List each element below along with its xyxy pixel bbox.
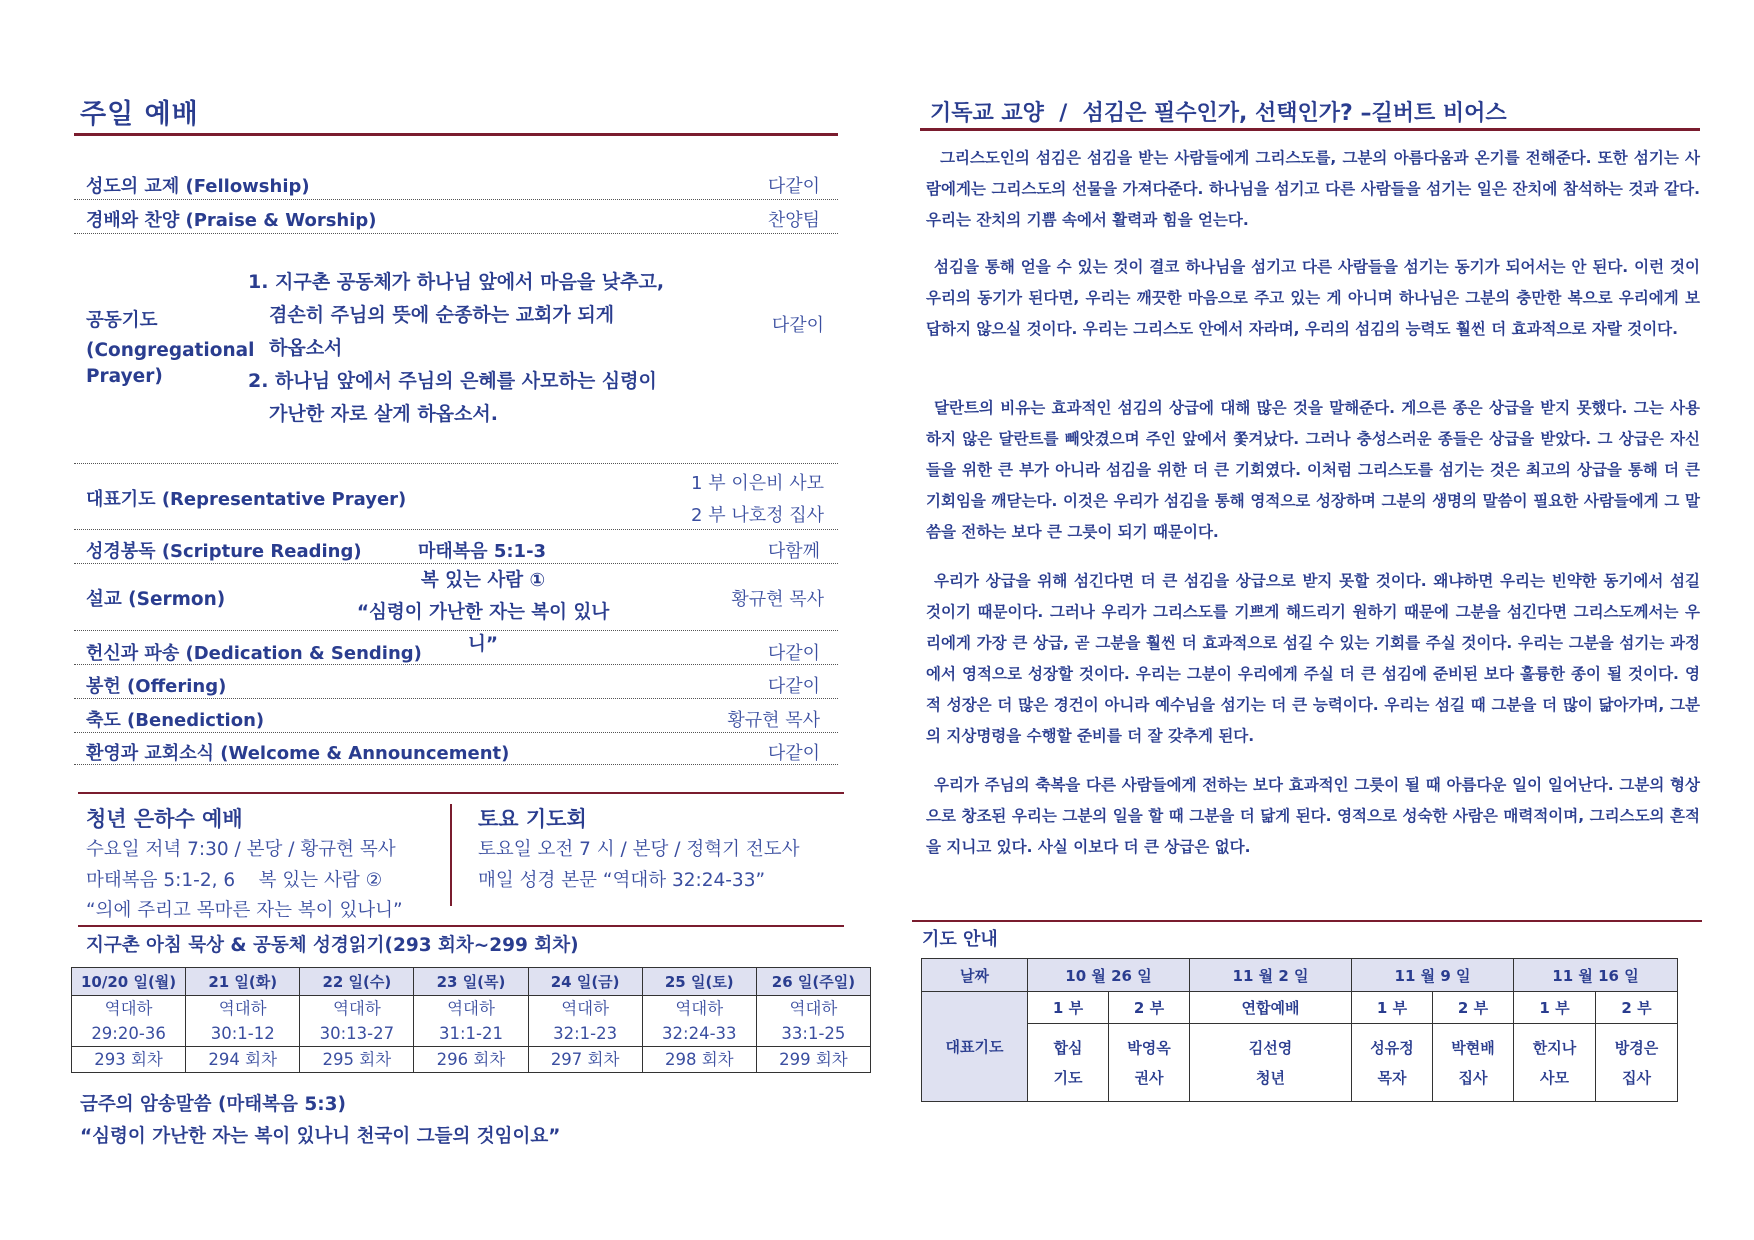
service-row-welcome	[86, 735, 826, 765]
table-cell: 2 부	[1109, 992, 1190, 1024]
table-cell: 298 회차	[642, 1047, 756, 1073]
service-label: 성경봉독 (Scripture Reading)	[86, 541, 362, 562]
table-cell: 역대하	[528, 996, 642, 1022]
table-cell: 역대하	[642, 996, 756, 1022]
prayer-line: 1. 지구촌 공동체가 하나님 앞에서 마음을 낮추고,	[248, 271, 665, 293]
table-cell: 32:1-23	[528, 1021, 642, 1047]
saturday-prayer-line: 토요일 오전 7 시 / 본당 / 정혁기 전도사	[478, 839, 800, 860]
prayer-line: 하옵소서	[269, 337, 343, 359]
cell-line: 청년	[1256, 1068, 1285, 1087]
prayer-leader: 다같이	[771, 315, 824, 336]
rep-prayer-leaders	[691, 468, 824, 532]
paragraph-text: 섬김을 통해 얻을 수 있는 것이 결코 하나님을 섬기고 다른 사람들을 섬기는 동기가 되어서는 안 된다. 이런 것이 우리의 동기가 된다면, 우리는 깨끗한 마음으로 주고 있는 게 아니며 하나님은 그분의 충만한 복으로 우리에게 보답하지 않으실 것이다. 우리는 그리스도 안에서 자라며, 우리의 섬김의 능력도 훨씬 더 효과적으로 자랄 것이다.	[926, 258, 1700, 338]
table-cell: 역대하	[72, 996, 186, 1022]
table-cell: 30:1-12	[186, 1021, 300, 1047]
table-cell	[1028, 1024, 1109, 1102]
reading-schedule-table	[71, 967, 871, 1073]
row-divider	[74, 764, 838, 765]
congregational-prayer-label	[86, 308, 254, 390]
table-row	[72, 1047, 871, 1073]
prayer-guide-title: 기도 안내	[922, 929, 998, 950]
table-header-row	[72, 968, 871, 996]
reading-schedule-title: 지구촌 아침 묵상 & 공동체 성경읽기(293 회차~299 회차)	[86, 935, 579, 956]
table-cell: 역대하	[186, 996, 300, 1022]
service-leader: 다같이	[767, 743, 820, 764]
prayer-label-ko: 공동기도	[86, 310, 158, 331]
table-cell: 역대하	[756, 996, 870, 1022]
youth-worship-line: 마태복음 5:1-2, 6 복 있는 사람 ②	[86, 870, 383, 891]
table-cell: 31:1-21	[414, 1021, 528, 1047]
table-cell	[1190, 1024, 1352, 1102]
prayer-guide-table	[921, 958, 1678, 1102]
page-title: 주일 예배	[80, 99, 199, 130]
table-header-cell: 11 월 2 일	[1190, 959, 1352, 992]
service-row-fellowship	[86, 168, 826, 198]
table-cell: 33:1-25	[756, 1021, 870, 1047]
memory-verse-text: “심령이 가난한 자는 복이 있나니 천국이 그들의 것임이요”	[80, 1126, 561, 1147]
service-row-scripture	[86, 533, 826, 563]
table-cell: 30:13-27	[300, 1021, 414, 1047]
table-cell: 역대하	[414, 996, 528, 1022]
table-cell: 29:20-36	[72, 1021, 186, 1047]
table-cell: 2 부	[1596, 992, 1678, 1024]
row-divider	[74, 529, 838, 530]
table-cell: 293 회차	[72, 1047, 186, 1073]
cell-line: 집사	[1622, 1068, 1651, 1087]
prayer-line: 가난한 자로 살게 하옵소서.	[269, 403, 498, 425]
paragraph-text: 달란트의 비유는 효과적인 섬김의 상급에 대해 많은 것을 말해준다. 게으른 종은 상급을 받지 못했다. 그는 사용하지 않은 달란트를 빼앗겼으며 주인 앞에서 쫓겨났다. 그러나 충성스러운 종들은 상급을 받았다. 그 상급은 자신들을 위한 큰 부가 아니라 섬김을 위한 더 큰 기회였다. 이처럼 그리스도를 섬기는 것은 최고의 상급을 통해 더 큰 기회임을 깨닫는다. 이것은 우리가 섬김을 통해 영적으로 성장하며 그분의 생명의 말씀이 필요한 사람들에게 그 말씀을 전하는 보다 큰 그릇이 되기 때문이다.	[926, 399, 1700, 541]
article-paragraph	[926, 143, 1700, 236]
table-row-label: 대표기도	[922, 992, 1028, 1102]
service-label: 성도의 교제 (Fellowship)	[86, 176, 310, 197]
row-divider	[74, 732, 838, 733]
article-paragraph	[926, 770, 1700, 863]
paragraph-text: 우리가 주님의 축복을 다른 사람들에게 전하는 보다 효과적인 그릇이 될 때 아름다운 일이 일어난다. 그분의 형상으로 창조된 우리는 그분의 일을 할 때 그분을 더 닮게 된다. 영적으로 성숙한 사람은 매력적이며, 그리스도의 흔적을 지니고 있다. 사실 이보다 더 큰 상급은 없다.	[926, 776, 1700, 856]
service-leader: 다같이	[767, 176, 820, 197]
row-divider	[74, 233, 838, 234]
table-cell	[1596, 1024, 1678, 1102]
table-header-cell: 11 월 16 일	[1514, 959, 1678, 992]
saturday-prayer-line: 매일 성경 본문 “역대하 32:24-33”	[478, 870, 766, 891]
service-leader: 다같이	[767, 643, 820, 664]
table-cell: 299 회차	[756, 1047, 870, 1073]
table-cell: 2 부	[1433, 992, 1514, 1024]
youth-worship-title: 청년 은하수 예배	[86, 807, 243, 831]
table-cell	[1109, 1024, 1190, 1102]
service-row-dedication	[86, 635, 826, 665]
cell-line: 박현배	[1451, 1038, 1495, 1057]
prayer-line: 2. 하나님 앞에서 주님의 은혜를 사모하는 심령이	[248, 370, 657, 392]
cell-line: 방경은	[1614, 1038, 1659, 1057]
youth-worship-line: “의에 주리고 목마른 자는 복이 있나니”	[86, 900, 403, 921]
cell-line: 목자	[1377, 1068, 1407, 1087]
table-header-cell: 10 월 26 일	[1028, 959, 1190, 992]
cell-line: 한지나	[1532, 1038, 1577, 1057]
table-cell: 1 부	[1028, 992, 1109, 1024]
row-divider	[74, 698, 838, 699]
title-divider	[920, 128, 1700, 131]
table-header-cell: 11 월 9 일	[1352, 959, 1514, 992]
article-title: 기독교 교양 / 섬김은 필수인가, 선택인가? –길버트 비어스	[930, 101, 1507, 126]
table-cell: 32:24-33	[642, 1021, 756, 1047]
cell-line: 김선영	[1248, 1038, 1293, 1057]
cell-line: 성유정	[1370, 1038, 1414, 1057]
box-separator	[450, 804, 452, 906]
table-cell: 1 부	[1352, 992, 1433, 1024]
table-row	[72, 1021, 871, 1047]
table-cell	[1352, 1024, 1433, 1102]
sermon-preacher: 황규현 목사	[731, 589, 824, 610]
scripture-passage: 마태복음 5:1-3	[418, 541, 547, 562]
service-leader: 황규현 목사	[727, 710, 820, 731]
table-row	[922, 1024, 1678, 1102]
service-label: 환영과 교회소식 (Welcome & Announcement)	[86, 743, 510, 764]
table-header-row	[922, 959, 1678, 992]
table-header-cell: 22 일(수)	[300, 968, 414, 996]
table-cell: 295 회차	[300, 1047, 414, 1073]
table-header-cell: 25 일(토)	[642, 968, 756, 996]
table-cell: 1 부	[1514, 992, 1596, 1024]
service-row-praise	[86, 202, 826, 232]
section-divider	[78, 792, 844, 794]
table-cell	[1514, 1024, 1596, 1102]
sermon-title-line: “심령이 가난한 자는 복이 있나니”	[356, 602, 610, 655]
memory-verse-title: 금주의 암송말씀 (마태복음 5:3)	[80, 1094, 346, 1115]
table-row	[72, 996, 871, 1022]
article-paragraph	[926, 566, 1700, 752]
section-divider	[912, 920, 1702, 922]
article-paragraph	[926, 252, 1700, 345]
table-cell: 연합예배	[1190, 992, 1352, 1024]
service-leader: 다함께	[767, 541, 820, 562]
service-row-benediction	[86, 702, 826, 732]
table-cell: 297 회차	[528, 1047, 642, 1073]
cell-line: 기도	[1053, 1068, 1083, 1087]
article-paragraph	[926, 393, 1700, 548]
table-header-cell: 26 일(주일)	[756, 968, 870, 996]
table-header-cell: 24 일(금)	[528, 968, 642, 996]
row-divider	[74, 563, 838, 564]
service-leader: 찬양팀	[767, 210, 820, 231]
saturday-prayer-title: 토요 기도회	[478, 807, 587, 831]
prayer-line: 겸손히 주님의 뜻에 순종하는 교회가 되게	[269, 304, 615, 326]
cell-line: 박영옥	[1127, 1038, 1171, 1057]
prayer-label-en: Prayer)	[86, 366, 163, 387]
table-cell: 역대하	[300, 996, 414, 1022]
cell-line: 사모	[1540, 1068, 1569, 1087]
youth-worship-line: 수요일 저녁 7:30 / 본당 / 황규현 목사	[86, 839, 396, 860]
service-label: 헌신과 파송 (Dedication & Sending)	[86, 643, 422, 664]
rep-prayer-leader: 2 부 나호정 집사	[691, 505, 824, 526]
service-row-offering	[86, 668, 826, 698]
row-divider	[74, 199, 838, 200]
table-row	[922, 992, 1678, 1024]
rep-prayer-label: 대표기도 (Representative Prayer)	[86, 489, 407, 510]
table-cell: 294 회차	[186, 1047, 300, 1073]
row-divider	[74, 664, 838, 665]
cell-line: 권사	[1134, 1068, 1164, 1087]
table-header-cell: 21 일(화)	[186, 968, 300, 996]
cell-line: 집사	[1458, 1068, 1488, 1087]
paragraph-text: 그리스도인의 섬김은 섬김을 받는 사람들에게 그리스도를, 그분의 아름다움과 온기를 전해준다. 또한 섬기는 사람에게는 그리스도의 선물을 가져다준다. 하나님을 섬기고 다른 사람들을 섬기는 일은 잔치에 참석하는 것과 같다. 우리는 잔치의 기쁨 속에서 활력과 힘을 얻는다.	[926, 149, 1700, 229]
sermon-title-line: 복 있는 사람 ①	[420, 570, 546, 591]
service-leader: 다같이	[767, 676, 820, 697]
cell-line: 합심	[1053, 1038, 1083, 1057]
row-divider	[74, 630, 838, 631]
table-cell: 296 회차	[414, 1047, 528, 1073]
prayer-label-en: (Congregational	[86, 340, 255, 361]
rep-prayer-leader: 1 부 이은비 사모	[691, 473, 824, 494]
table-cell	[1433, 1024, 1514, 1102]
service-label: 축도 (Benediction)	[86, 710, 265, 731]
row-divider	[74, 463, 838, 464]
service-label: 경배와 찬양 (Praise & Worship)	[86, 210, 377, 231]
congregational-prayer-text	[248, 266, 664, 431]
sermon-label: 설교 (Sermon)	[86, 589, 226, 610]
title-divider	[74, 133, 838, 136]
service-label: 봉헌 (Offering)	[86, 676, 227, 697]
paragraph-text: 우리가 상급을 위해 섬긴다면 더 큰 섬김을 상급으로 받지 못할 것이다. 왜냐하면 우리는 빈약한 동기에서 섬길 것이기 때문이다. 그러나 우리가 그리스도를 기쁘게 해드리기 원하기 때문에 그분을 섬긴다면 그리스도께서는 우리에게 가장 큰 상급, 곧 그분을 훨씬 더 효과적으로 섬길 수 있는 기회를 주실 것이다. 우리는 그분을 섬기는 과정에서 영적으로 성장할 것이다. 우리는 그분이 우리에게 주실 더 큰 섬김에 준비된 보다 훌륭한 종이 될 것이다. 영적 성장은 더 많은 경건이 아니라 예수님을 섬기는 더 큰 능력이다. 우리는 섬길 때 그분을 더 많이 닮아가며, 그분의 지상명령을 수행할 준비를 더 잘 갖추게 된다.	[926, 572, 1700, 745]
section-divider	[78, 925, 844, 927]
table-header-cell: 날짜	[922, 959, 1028, 992]
table-header-cell: 23 일(목)	[414, 968, 528, 996]
table-header-cell: 10/20 일(월)	[72, 968, 186, 996]
